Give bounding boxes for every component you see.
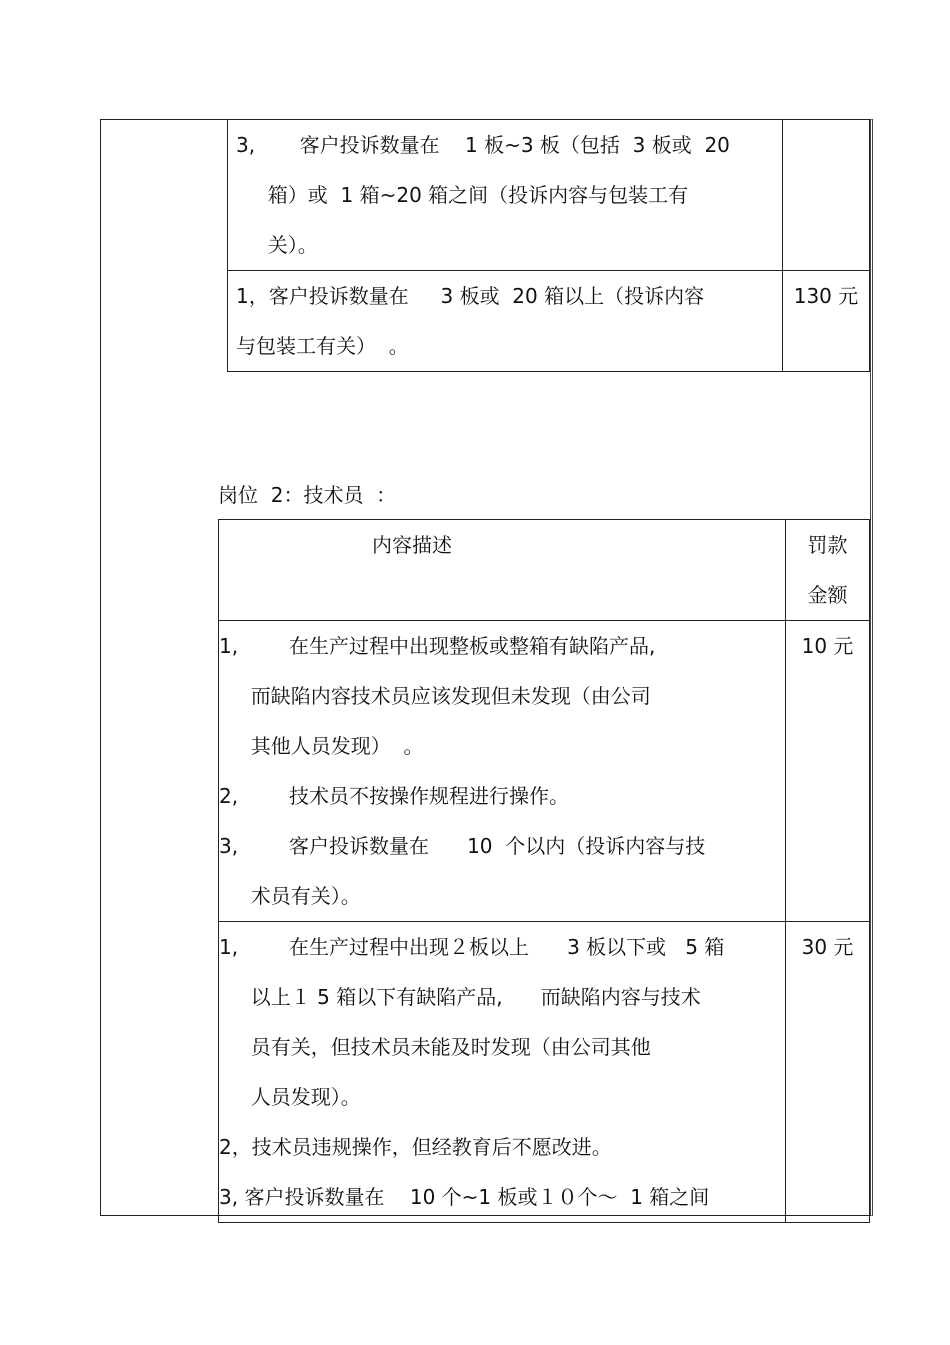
text-line: 以上１ 5 箱以下有缺陷产品, 而缺陷内容与技术	[219, 985, 701, 1009]
header-desc-cell	[219, 520, 786, 621]
header-desc: 内容描述	[372, 533, 452, 557]
table-row	[228, 120, 870, 271]
text-line: 3, 客户投诉数量在 1 板~3 板（包括 3 板或 20	[236, 133, 730, 157]
text-line: 员有关，但技术员未能及时发现（由公司其他	[219, 1035, 651, 1059]
text-line: 与包装工有关） 。	[236, 334, 409, 358]
text-line: 关）。	[236, 233, 318, 257]
description-cell	[228, 120, 783, 271]
description-cell	[219, 922, 786, 1223]
description-cell	[219, 621, 786, 922]
header-fine-line: 金额	[807, 583, 848, 607]
text-line: 2，技术员违规操作，但经教育后不愿改进。	[219, 1135, 612, 1159]
text-line: 人员发现）。	[219, 1085, 361, 1109]
text-line: 3, 客户投诉数量在 10 个~1 板或１０个～ 1 箱之间	[219, 1185, 710, 1209]
table-row	[219, 621, 870, 922]
text-line: 1，客户投诉数量在 3 板或 20 箱以上（投诉内容	[236, 284, 705, 308]
table-row	[228, 271, 870, 372]
section-label: 岗位 2：技术员 ：	[218, 483, 397, 507]
header-fine-line: 罚款	[807, 533, 848, 557]
text-line: 2, 技术员不按操作规程进行操作。	[219, 784, 569, 808]
technician-penalty-table	[218, 519, 870, 1223]
table-row	[219, 922, 870, 1223]
fine-cell: 130 元	[783, 271, 870, 372]
packer-penalty-table	[227, 119, 870, 372]
text-line: 1, 在生产过程中出现２板以上 3 板以下或 5 箱	[219, 935, 725, 959]
header-fine-cell	[786, 520, 870, 621]
fine-cell: 30 元	[786, 922, 870, 1223]
fine-cell	[783, 120, 870, 271]
description-cell	[228, 271, 783, 372]
text-line: 而缺陷内容技术员应该发现但未发现（由公司	[219, 684, 651, 708]
text-line: 术员有关）。	[219, 884, 361, 908]
text-line: 其他人员发现） 。	[219, 734, 424, 758]
text-line: 3, 客户投诉数量在 10 个以内（投诉内容与技	[219, 834, 706, 858]
header-row	[219, 520, 870, 621]
fine-cell: 10 元	[786, 621, 870, 922]
text-line: 箱）或 1 箱~20 箱之间（投诉内容与包装工有	[236, 183, 689, 207]
text-line: 1, 在生产过程中出现整板或整箱有缺陷产品,	[219, 634, 656, 658]
